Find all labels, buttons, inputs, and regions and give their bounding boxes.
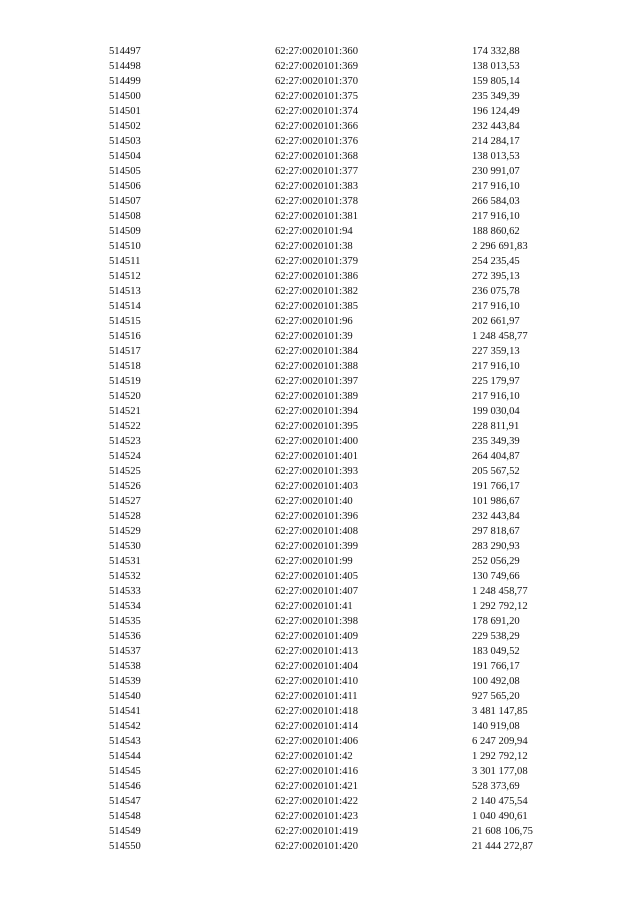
cadastral-value: 235 349,39 — [472, 436, 520, 447]
cadastral-number: 62:27:0020101:393 — [275, 466, 358, 477]
cadastral-value: 196 124,49 — [472, 106, 520, 117]
cadastral-number: 62:27:0020101:375 — [275, 91, 358, 102]
row-number: 514541 — [109, 706, 141, 717]
cadastral-value: 205 567,52 — [472, 466, 520, 477]
table-row — [0, 329, 640, 344]
cadastral-number: 62:27:0020101:406 — [275, 736, 358, 747]
cadastral-number: 62:27:0020101:366 — [275, 121, 358, 132]
row-number: 514502 — [109, 121, 141, 132]
cadastral-number: 62:27:0020101:383 — [275, 181, 358, 192]
table-row — [0, 164, 640, 179]
cadastral-number: 62:27:0020101:405 — [275, 571, 358, 582]
cadastral-number: 62:27:0020101:407 — [275, 586, 358, 597]
table-row — [0, 449, 640, 464]
table-row — [0, 419, 640, 434]
table-row — [0, 59, 640, 74]
cadastral-number: 62:27:0020101:379 — [275, 256, 358, 267]
cadastral-number: 62:27:0020101:374 — [275, 106, 358, 117]
cadastral-number: 62:27:0020101:396 — [275, 511, 358, 522]
cadastral-number: 62:27:0020101:420 — [275, 841, 358, 852]
cadastral-value: 217 916,10 — [472, 361, 520, 372]
cadastral-number: 62:27:0020101:401 — [275, 451, 358, 462]
cadastral-value: 272 395,13 — [472, 271, 520, 282]
row-number: 514530 — [109, 541, 141, 552]
table-row — [0, 434, 640, 449]
cadastral-number: 62:27:0020101:370 — [275, 76, 358, 87]
table-row — [0, 74, 640, 89]
row-number: 514534 — [109, 601, 141, 612]
cadastral-value: 225 179,97 — [472, 376, 520, 387]
row-number: 514533 — [109, 586, 141, 597]
cadastral-number: 62:27:0020101:397 — [275, 376, 358, 387]
cadastral-number: 62:27:0020101:409 — [275, 631, 358, 642]
row-number: 514547 — [109, 796, 141, 807]
row-number: 514505 — [109, 166, 141, 177]
cadastral-value: 183 049,52 — [472, 646, 520, 657]
table-row — [0, 734, 640, 749]
cadastral-number: 62:27:0020101:388 — [275, 361, 358, 372]
row-number: 514540 — [109, 691, 141, 702]
cadastral-number: 62:27:0020101:410 — [275, 676, 358, 687]
row-number: 514535 — [109, 616, 141, 627]
cadastral-value: 202 661,97 — [472, 316, 520, 327]
table-row — [0, 239, 640, 254]
table-row — [0, 719, 640, 734]
cadastral-value: 252 056,29 — [472, 556, 520, 567]
row-number: 514506 — [109, 181, 141, 192]
cadastral-number: 62:27:0020101:42 — [275, 751, 353, 762]
cadastral-value: 3 481 147,85 — [472, 706, 528, 717]
table-row — [0, 479, 640, 494]
table-row — [0, 764, 640, 779]
cadastral-number: 62:27:0020101:41 — [275, 601, 353, 612]
cadastral-number: 62:27:0020101:368 — [275, 151, 358, 162]
cadastral-number: 62:27:0020101:376 — [275, 136, 358, 147]
cadastral-number: 62:27:0020101:399 — [275, 541, 358, 552]
table-row — [0, 119, 640, 134]
cadastral-value: 217 916,10 — [472, 391, 520, 402]
table-row — [0, 344, 640, 359]
cadastral-value: 1 292 792,12 — [472, 601, 528, 612]
table-row — [0, 674, 640, 689]
table-row — [0, 704, 640, 719]
cadastral-number: 62:27:0020101:40 — [275, 496, 353, 507]
cadastral-value: 217 916,10 — [472, 211, 520, 222]
table-row — [0, 44, 640, 59]
cadastral-value: 191 766,17 — [472, 481, 520, 492]
row-number: 514550 — [109, 841, 141, 852]
table-row — [0, 299, 640, 314]
cadastral-value: 236 075,78 — [472, 286, 520, 297]
cadastral-number: 62:27:0020101:381 — [275, 211, 358, 222]
cadastral-value: 232 443,84 — [472, 121, 520, 132]
cadastral-value: 217 916,10 — [472, 301, 520, 312]
row-number: 514498 — [109, 61, 141, 72]
row-number: 514531 — [109, 556, 141, 567]
cadastral-value: 2 140 475,54 — [472, 796, 528, 807]
cadastral-value: 1 248 458,77 — [472, 586, 528, 597]
cadastral-value: 21 444 272,87 — [472, 841, 533, 852]
cadastral-value: 1 040 490,61 — [472, 811, 528, 822]
row-number: 514529 — [109, 526, 141, 537]
cadastral-number: 62:27:0020101:385 — [275, 301, 358, 312]
cadastral-value: 1 292 792,12 — [472, 751, 528, 762]
cadastral-number: 62:27:0020101:99 — [275, 556, 353, 567]
cadastral-number: 62:27:0020101:94 — [275, 226, 353, 237]
cadastral-value: 174 332,88 — [472, 46, 520, 57]
cadastral-number: 62:27:0020101:96 — [275, 316, 353, 327]
table-row — [0, 179, 640, 194]
row-number: 514548 — [109, 811, 141, 822]
row-number: 514516 — [109, 331, 141, 342]
table-row — [0, 749, 640, 764]
cadastral-number: 62:27:0020101:418 — [275, 706, 358, 717]
cadastral-value: 229 538,29 — [472, 631, 520, 642]
row-number: 514527 — [109, 496, 141, 507]
table-row — [0, 584, 640, 599]
table-row — [0, 839, 640, 854]
cadastral-number: 62:27:0020101:398 — [275, 616, 358, 627]
cadastral-number: 62:27:0020101:38 — [275, 241, 353, 252]
row-number: 514521 — [109, 406, 141, 417]
row-number: 514501 — [109, 106, 141, 117]
table-row — [0, 464, 640, 479]
cadastral-value: 232 443,84 — [472, 511, 520, 522]
row-number: 514515 — [109, 316, 141, 327]
row-number: 514511 — [109, 256, 141, 267]
table-row — [0, 779, 640, 794]
cadastral-value: 927 565,20 — [472, 691, 520, 702]
table-row — [0, 494, 640, 509]
row-number: 514497 — [109, 46, 141, 57]
cadastral-value: 188 860,62 — [472, 226, 520, 237]
table-row — [0, 224, 640, 239]
table-row — [0, 644, 640, 659]
cadastral-number: 62:27:0020101:377 — [275, 166, 358, 177]
row-number: 514542 — [109, 721, 141, 732]
row-number: 514517 — [109, 346, 141, 357]
row-number: 514508 — [109, 211, 141, 222]
cadastral-value: 264 404,87 — [472, 451, 520, 462]
cadastral-value: 138 013,53 — [472, 151, 520, 162]
cadastral-number: 62:27:0020101:386 — [275, 271, 358, 282]
row-number: 514499 — [109, 76, 141, 87]
table-row — [0, 404, 640, 419]
cadastral-number: 62:27:0020101:389 — [275, 391, 358, 402]
table-row — [0, 614, 640, 629]
cadastral-value: 227 359,13 — [472, 346, 520, 357]
table-row — [0, 359, 640, 374]
cadastral-value: 214 284,17 — [472, 136, 520, 147]
row-number: 514536 — [109, 631, 141, 642]
table-row — [0, 194, 640, 209]
table-row — [0, 314, 640, 329]
cadastral-number: 62:27:0020101:400 — [275, 436, 358, 447]
cadastral-number: 62:27:0020101:378 — [275, 196, 358, 207]
cadastral-value: 283 290,93 — [472, 541, 520, 552]
table-row — [0, 269, 640, 284]
cadastral-value: 159 805,14 — [472, 76, 520, 87]
table-row — [0, 374, 640, 389]
cadastral-value: 191 766,17 — [472, 661, 520, 672]
cadastral-number: 62:27:0020101:422 — [275, 796, 358, 807]
row-number: 514510 — [109, 241, 141, 252]
table-row — [0, 539, 640, 554]
row-number: 514526 — [109, 481, 141, 492]
cadastral-number: 62:27:0020101:414 — [275, 721, 358, 732]
row-number: 514512 — [109, 271, 141, 282]
table-row — [0, 554, 640, 569]
row-number: 514539 — [109, 676, 141, 687]
table-row — [0, 629, 640, 644]
row-number: 514537 — [109, 646, 141, 657]
cadastral-value: 178 691,20 — [472, 616, 520, 627]
cadastral-value: 21 608 106,75 — [472, 826, 533, 837]
cadastral-number: 62:27:0020101:360 — [275, 46, 358, 57]
cadastral-value: 199 030,04 — [472, 406, 520, 417]
row-number: 514503 — [109, 136, 141, 147]
row-number: 514500 — [109, 91, 141, 102]
row-number: 514509 — [109, 226, 141, 237]
table-row — [0, 569, 640, 584]
cadastral-value: 230 991,07 — [472, 166, 520, 177]
cadastral-number: 62:27:0020101:421 — [275, 781, 358, 792]
table-row — [0, 824, 640, 839]
row-number: 514519 — [109, 376, 141, 387]
cadastral-number: 62:27:0020101:384 — [275, 346, 358, 357]
cadastral-value: 100 492,08 — [472, 676, 520, 687]
row-number: 514543 — [109, 736, 141, 747]
cadastral-number: 62:27:0020101:403 — [275, 481, 358, 492]
table-row — [0, 209, 640, 224]
cadastral-number: 62:27:0020101:39 — [275, 331, 353, 342]
table-row — [0, 254, 640, 269]
row-number: 514545 — [109, 766, 141, 777]
cadastral-value: 3 301 177,08 — [472, 766, 528, 777]
cadastral-number: 62:27:0020101:416 — [275, 766, 358, 777]
cadastral-value: 297 818,67 — [472, 526, 520, 537]
table-row — [0, 689, 640, 704]
row-number: 514523 — [109, 436, 141, 447]
cadastral-value: 235 349,39 — [472, 91, 520, 102]
row-number: 514522 — [109, 421, 141, 432]
cadastral-number: 62:27:0020101:419 — [275, 826, 358, 837]
cadastral-value: 130 749,66 — [472, 571, 520, 582]
row-number: 514520 — [109, 391, 141, 402]
row-number: 514507 — [109, 196, 141, 207]
table-row — [0, 149, 640, 164]
cadastral-number: 62:27:0020101:411 — [275, 691, 358, 702]
row-number: 514538 — [109, 661, 141, 672]
table-row — [0, 134, 640, 149]
cadastral-number: 62:27:0020101:382 — [275, 286, 358, 297]
cadastral-value: 528 373,69 — [472, 781, 520, 792]
cadastral-number: 62:27:0020101:413 — [275, 646, 358, 657]
cadastral-number: 62:27:0020101:394 — [275, 406, 358, 417]
cadastral-number: 62:27:0020101:395 — [275, 421, 358, 432]
table-row — [0, 104, 640, 119]
table-row — [0, 509, 640, 524]
row-number: 514525 — [109, 466, 141, 477]
cadastral-value: 2 296 691,83 — [472, 241, 528, 252]
cadastral-number: 62:27:0020101:369 — [275, 61, 358, 72]
table-row — [0, 809, 640, 824]
row-number: 514514 — [109, 301, 141, 312]
cadastral-number: 62:27:0020101:423 — [275, 811, 358, 822]
table-row — [0, 284, 640, 299]
row-number: 514528 — [109, 511, 141, 522]
table-row — [0, 89, 640, 104]
row-number: 514524 — [109, 451, 141, 462]
cadastral-number: 62:27:0020101:408 — [275, 526, 358, 537]
row-number: 514504 — [109, 151, 141, 162]
cadastral-value: 101 986,67 — [472, 496, 520, 507]
cadastral-value: 138 013,53 — [472, 61, 520, 72]
cadastral-value: 266 584,03 — [472, 196, 520, 207]
table-row — [0, 659, 640, 674]
row-number: 514549 — [109, 826, 141, 837]
row-number: 514546 — [109, 781, 141, 792]
row-number: 514513 — [109, 286, 141, 297]
cadastral-number: 62:27:0020101:404 — [275, 661, 358, 672]
table-row — [0, 794, 640, 809]
cadastral-value: 140 919,08 — [472, 721, 520, 732]
data-table — [0, 44, 640, 854]
cadastral-value: 6 247 209,94 — [472, 736, 528, 747]
cadastral-value: 1 248 458,77 — [472, 331, 528, 342]
table-row — [0, 389, 640, 404]
row-number: 514532 — [109, 571, 141, 582]
cadastral-value: 254 235,45 — [472, 256, 520, 267]
table-row — [0, 524, 640, 539]
table-row — [0, 599, 640, 614]
cadastral-value: 228 811,91 — [472, 421, 520, 432]
row-number: 514518 — [109, 361, 141, 372]
cadastral-value: 217 916,10 — [472, 181, 520, 192]
row-number: 514544 — [109, 751, 141, 762]
